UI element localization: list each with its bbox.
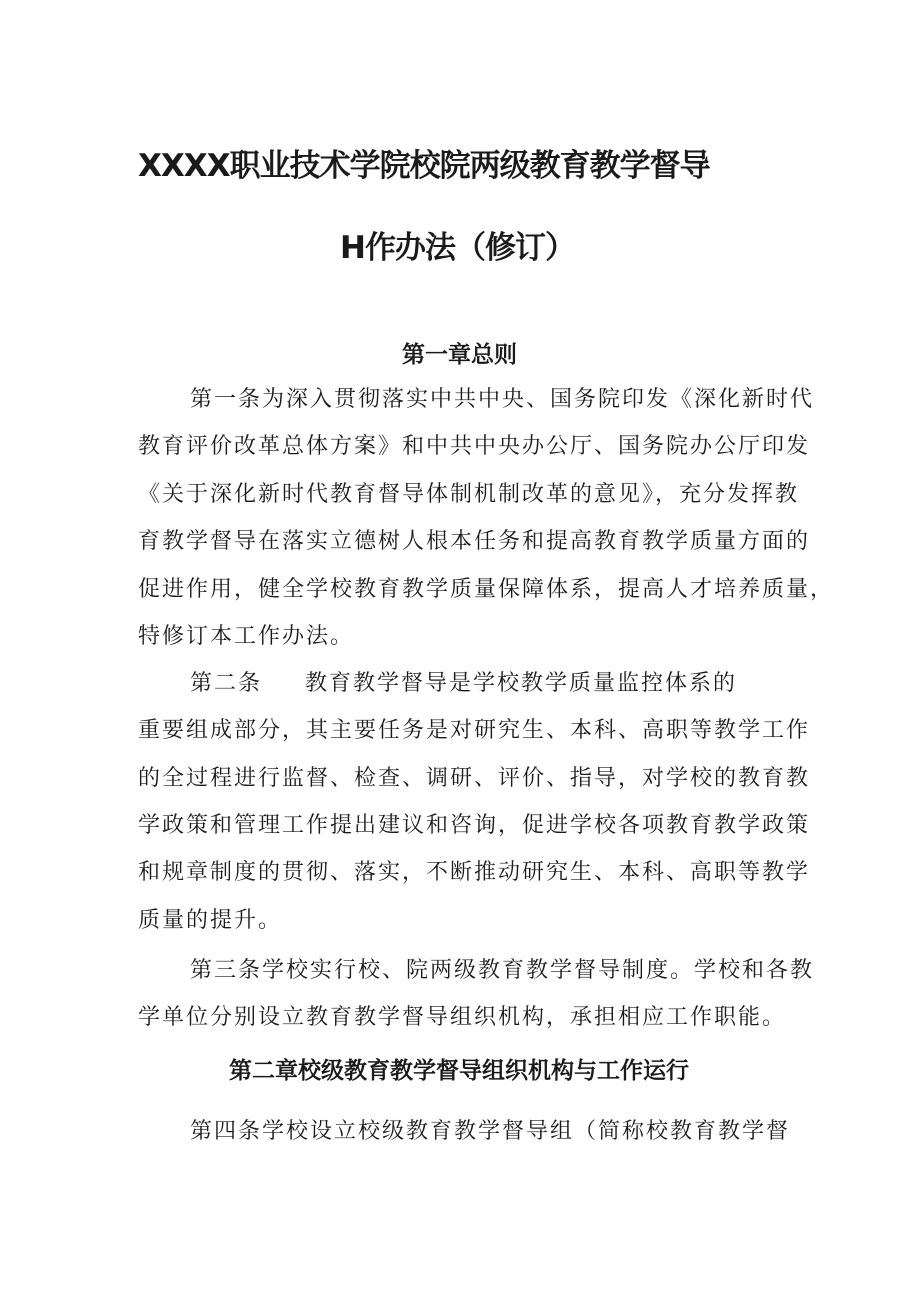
- article-1-line: 教育评价改革总体方案》和中共中央办公厅、国务院办公厅印发: [138, 434, 811, 459]
- document-title-line-1: XXXX职业技术学院校院两级教育教学督导: [138, 148, 710, 184]
- article-2-line: 和规章制度的贯彻、落实，不断推动研究生、本科、高职等教学: [138, 860, 811, 885]
- article-1-line: 《关于深化新时代教育督导体制机制改革的意见》，充分发挥教: [138, 482, 800, 507]
- chapter-1-heading: 第一章总则: [402, 342, 517, 368]
- document-title-line-2: H作办法（修订）: [340, 230, 575, 266]
- article-2-label: 第二条: [190, 671, 263, 696]
- article-2-line: 学政策和管理工作提出建议和咨询，促进学校各项教育教学政策: [138, 813, 811, 838]
- article-2-first-line: 教育教学督导是学校教学质量监控体系的: [305, 671, 738, 696]
- article-2-line: 重要组成部分，其主要任务是对研究生、本科、高职等教学工作: [138, 718, 811, 743]
- article-3-line: 学单位分别设立教育教学督导组织机构，承担相应工作职能。: [138, 1005, 787, 1030]
- chapter-2-heading: 第二章校级教育教学督导组织机构与工作运行: [229, 1058, 689, 1084]
- article-2-line: 的全过程进行监督、检查、调研、评价、指导，对学校的教育教: [138, 766, 811, 791]
- article-1-line: 第一条为深入贯彻落实中共中央、国务院印发《深化新时代: [190, 387, 815, 412]
- article-1-line: 特修订本工作办法。: [138, 624, 355, 649]
- article-2-line: 质量的提升。: [138, 908, 283, 933]
- article-3-line: 第三条学校实行校、院两级教育教学督导制度。学校和各教: [190, 958, 815, 983]
- article-1-line: 育教学督导在落实立德树人根本任务和提高教育教学质量方面的: [138, 529, 811, 554]
- article-4-line: 第四条学校设立校级教育教学督导组（简称校教育教学督: [190, 1119, 791, 1144]
- article-1-line: 促进作用，健全学校教育教学质量保障体系，提高人才培养质量，: [138, 577, 835, 602]
